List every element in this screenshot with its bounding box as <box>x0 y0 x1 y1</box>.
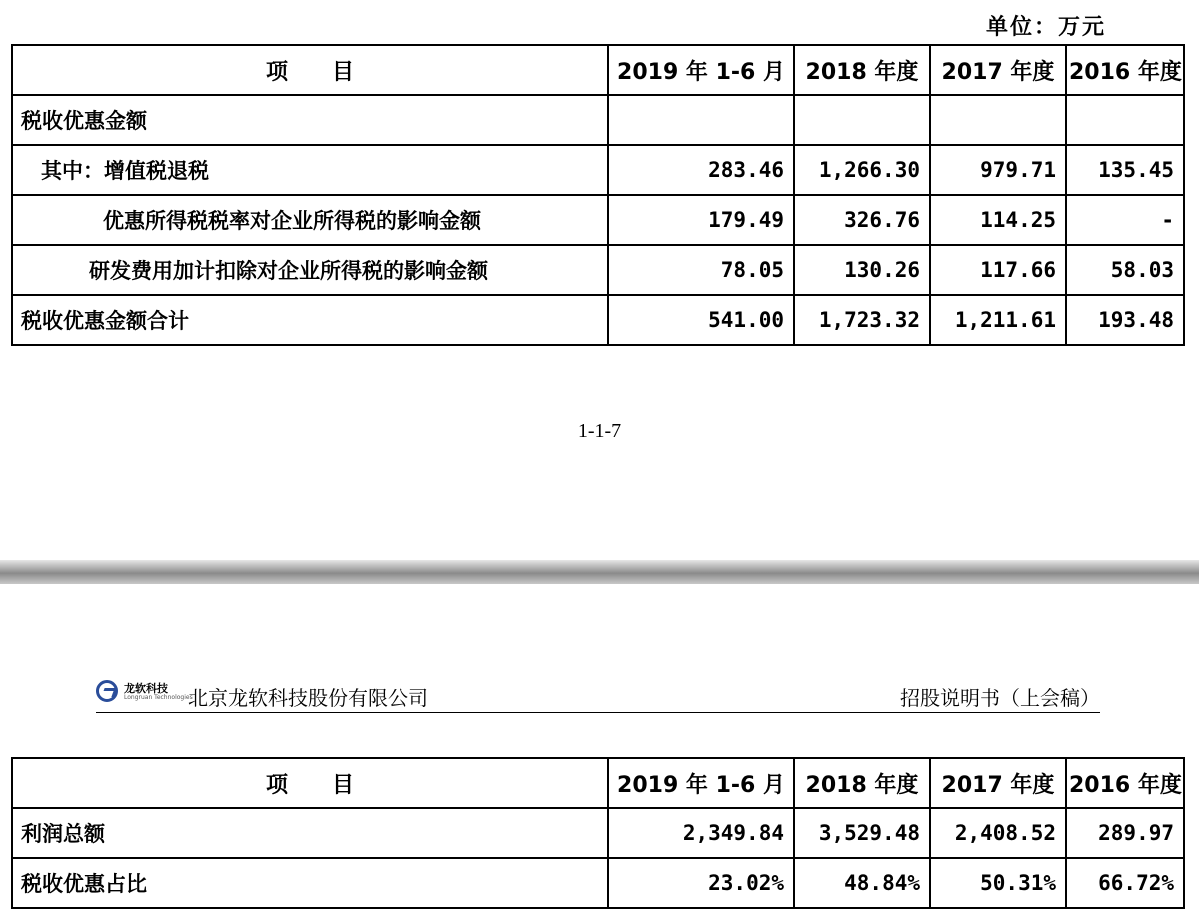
header-2019h1: 2019 年 1-6 月 <box>608 45 794 95</box>
cell-value <box>608 95 794 145</box>
document-title: 招股说明书（上会稿） <box>900 688 1100 710</box>
header-item: 项 目 <box>12 758 608 808</box>
cell-value: 66.72% <box>1066 858 1184 908</box>
logo-subtext: Longruan Technologies <box>124 694 193 701</box>
header-item: 项 目 <box>12 45 608 95</box>
row-label: 税收优惠金额 <box>12 95 608 145</box>
row-label: 税收优惠金额合计 <box>12 295 608 345</box>
cell-value: 114.25 <box>930 195 1066 245</box>
row-label: 税收优惠占比 <box>12 858 608 908</box>
header-2018: 2018 年度 <box>794 758 930 808</box>
table-row-total <box>12 295 1184 345</box>
table-row <box>12 245 1184 295</box>
page-separator <box>0 560 1199 584</box>
cell-value: 2,349.84 <box>608 808 794 858</box>
header-2017: 2017 年度 <box>930 758 1066 808</box>
header-2017: 2017 年度 <box>930 45 1066 95</box>
logo-text: 龙软科技 <box>124 682 168 695</box>
table-header-row <box>12 45 1184 95</box>
cell-value <box>794 95 930 145</box>
cell-value: 130.26 <box>794 245 930 295</box>
cell-value: - <box>1066 195 1184 245</box>
cell-value: 283.46 <box>608 145 794 195</box>
row-label: 利润总额 <box>12 808 608 858</box>
row-label: 其中：增值税退税 <box>12 145 608 195</box>
cell-value: 3,529.48 <box>794 808 930 858</box>
tax-ratio-table <box>11 757 1185 909</box>
cell-value: 50.31% <box>930 858 1066 908</box>
company-logo-icon <box>96 680 118 702</box>
tax-incentive-table <box>11 44 1185 346</box>
cell-value: 78.05 <box>608 245 794 295</box>
cell-value: 23.02% <box>608 858 794 908</box>
table-row <box>12 145 1184 195</box>
cell-value: 1,266.30 <box>794 145 930 195</box>
page-header <box>96 678 1100 713</box>
cell-value: 326.76 <box>794 195 930 245</box>
table-row <box>12 858 1184 908</box>
header-2019h1: 2019 年 1-6 月 <box>608 758 794 808</box>
unit-label: 单位：万元 <box>986 15 1107 40</box>
cell-value: 117.66 <box>930 245 1066 295</box>
cell-value: 541.00 <box>608 295 794 345</box>
cell-value: 1,723.32 <box>794 295 930 345</box>
cell-value: 2,408.52 <box>930 808 1066 858</box>
row-label: 优惠所得税税率对企业所得税的影响金额 <box>12 195 608 245</box>
cell-value: 979.71 <box>930 145 1066 195</box>
header-2016: 2016 年度 <box>1066 45 1184 95</box>
page-number: 1-1-7 <box>577 420 622 442</box>
cell-value: 135.45 <box>1066 145 1184 195</box>
table-row <box>12 95 1184 145</box>
row-label: 研发费用加计扣除对企业所得税的影响金额 <box>12 245 608 295</box>
cell-value: 193.48 <box>1066 295 1184 345</box>
table-row <box>12 195 1184 245</box>
table-row <box>12 808 1184 858</box>
cell-value: 58.03 <box>1066 245 1184 295</box>
cell-value <box>1066 95 1184 145</box>
company-name: 北京龙软科技股份有限公司 <box>188 688 428 710</box>
cell-value: 48.84% <box>794 858 930 908</box>
cell-value: 1,211.61 <box>930 295 1066 345</box>
header-2016: 2016 年度 <box>1066 758 1184 808</box>
cell-value <box>930 95 1066 145</box>
cell-value: 289.97 <box>1066 808 1184 858</box>
cell-value: 179.49 <box>608 195 794 245</box>
table-header-row <box>12 758 1184 808</box>
header-2018: 2018 年度 <box>794 45 930 95</box>
